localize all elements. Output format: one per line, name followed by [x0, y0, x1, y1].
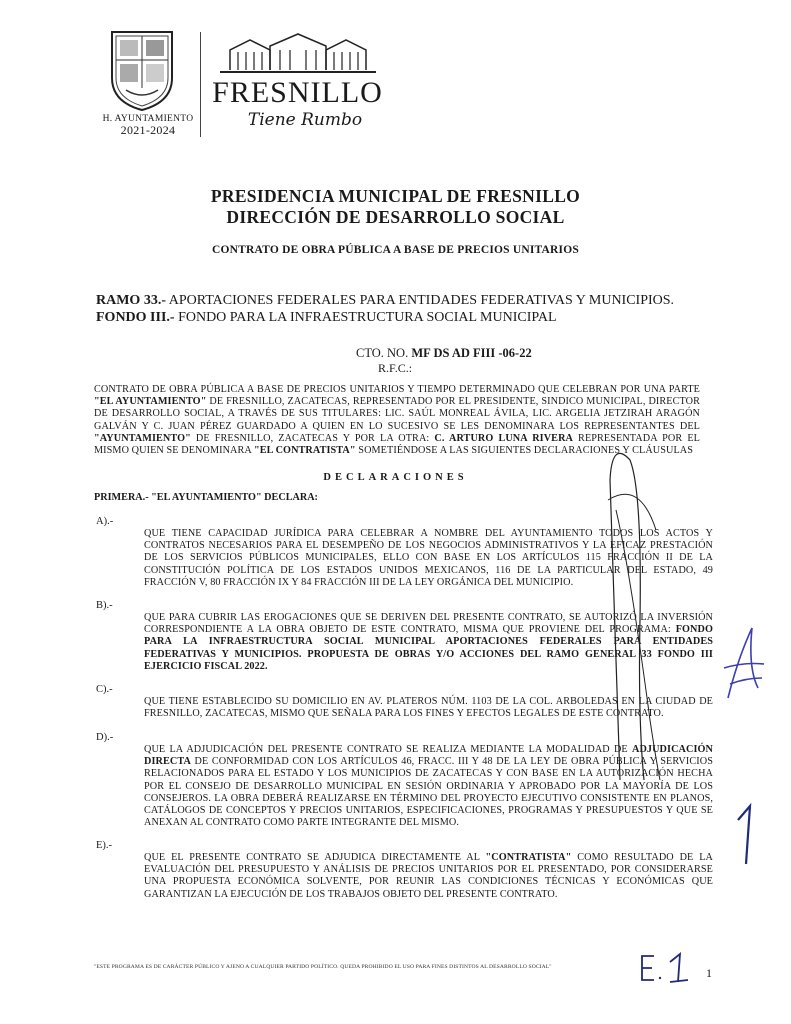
clause-b-letter: B).- — [96, 600, 113, 611]
fondo-text: FONDO PARA LA INFRAESTRUCTURA SOCIAL MUNICIPAL — [174, 310, 557, 325]
ramo-label: RAMO 33.- — [96, 293, 166, 308]
fresnillo-logo — [210, 28, 385, 138]
declarations-heading: DECLARACIONES — [323, 472, 468, 483]
handwritten-annotation-e1 — [638, 950, 698, 986]
rfc-label: R.F.C.: — [378, 361, 413, 375]
seal-caption-years: 2021-2024 — [120, 123, 176, 137]
seal-caption-line1: H. AYUNTAMIENTO — [102, 114, 194, 124]
contract-number-value: MF DS AD FIII -06-22 — [411, 346, 532, 360]
intro-bold-4: "EL CONTRATISTA" — [253, 445, 356, 457]
fondo-label: FONDO III.- — [96, 310, 175, 325]
intro-text-3: DE FRESNILLO, ZACATECAS Y POR LA OTRA: — [190, 432, 435, 444]
clause-c-text: QUE TIENE ESTABLECIDO SU DOMICILIO EN AV. PLATEROS NÚM. 1103 DE LA COL. ARBOLEDAS EN LA CIUDAD DE FRESNILLO, ZACATECAS, MISMO QUE SEÑALA PARA LOS FINES Y EFECTOS LEGALES DE ESTE CONTRATO. — [144, 696, 713, 720]
page-number: 1 — [706, 966, 712, 980]
title-presidencia: PRESIDENCIA MUNICIPAL DE FRESNILLO — [210, 186, 581, 206]
clause-d-letter: D).- — [96, 732, 114, 743]
clause-b-bold: FONDO PARA LA INFRAESTRUCTURA SOCIAL MUNICIPAL APORTACIONES FEDERALES PARA ENTIDADES FEDERATIVAS Y MUNICIPIOS. PROPUESTA DE OBRAS Y/O ACCIONES DEL RAMO GENERAL 33 FONDO III EJERCICIO FISCAL 2022. — [144, 624, 713, 672]
handwritten-initials-blue — [718, 618, 768, 708]
footer-disclaimer: "ESTE PROGRAMA ES DE CARÁCTER PÚBLICO Y AJENO A CUALQUIER PARTIDO POLÍTICO. QUEDA PROHIBIDO EL USO PARA FINES DISTINTOS AL DESARROLLO SOCIAL" — [94, 964, 552, 970]
intro-text-2: DE FRESNILLO, ZACATECAS, REPRESENTADO POR EL PRESIDENTE, SINDICO MUNICIPAL, DIRECTOR DE DESARROLLO SOCIAL, A TRAVÉS DE SUS TITULARES: LIC. SAÚL MONREAL ÁVILA, LIC. ARGELIA JETZIRAH ARAGÓN GALVÁN Y C. JUAN PÉREZ GUARDADO A QUIEN EN LO SUCESIVO SE LES DENOMINARA LOS REPRESENTANTES DEL — [94, 396, 700, 432]
contract-number-label: CTO. NO. — [356, 346, 412, 360]
intro-text-5: SOMETIÉNDOSE A LAS SIGUIENTES DECLARACIONES Y CLÁUSULAS — [355, 445, 694, 457]
clause-c-letter: C).- — [96, 684, 113, 695]
clause-e-bold: "CONTRATISTA" — [485, 852, 572, 863]
fondo-line — [96, 309, 716, 326]
clause-a-text: QUE TIENE CAPACIDAD JURÍDICA PARA CELEBRAR A NOMBRE DEL AYUNTAMIENTO TODOS LOS ACTOS Y CONTRATOS NECESARIOS PARA EL DESEMPEÑO DE LOS NEGOCIOS ADMINISTRATIVOS Y LA EFICAZ PRESTACIÓN DE LOS SERVICIOS PÚBLICOS MUNICIPALES, ELLO CON BASE EN LOS ARTÍCULOS 115 FRACCIÓN II DE LA CONSTITUCIÓN POLÍTICA DE LOS ESTADOS UNIDOS MEXICANOS, 116 DE LA PARTICULAR DEL ESTADO, 49 FRACCIÓN V, 80 FRACCIÓN IX Y 84 FRACCIÓN III DE LA LEY ORGÁNICA DEL MUNICIPIO. — [144, 528, 713, 588]
logo-tagline: Tiene Rumbo — [247, 110, 363, 130]
municipal-seal-icon — [106, 28, 178, 112]
ramo-text: APORTACIONES FEDERALES PARA ENTIDADES FEDERATIVAS Y MUNICIPIOS. — [166, 293, 675, 308]
clause-d-bold: ADJUDICACIÓN DIRECTA — [144, 744, 713, 768]
logo-wordmark: FRESNILLO — [212, 76, 383, 109]
handwritten-signature-main — [580, 420, 700, 790]
clause-e-text — [144, 852, 713, 901]
building-skyline-icon — [210, 28, 385, 78]
ramo-line — [96, 292, 716, 309]
handwritten-mark-blue — [730, 800, 760, 870]
clause-d-text-1: QUE LA ADJUDICACIÓN DEL PRESENTE CONTRATO SE REALIZA MEDIANTE LA MODALIDAD DE — [144, 744, 632, 755]
clause-a-letter: A).- — [96, 516, 114, 527]
clause-e-text-2: COMO RESULTADO DE LA EVALUACIÓN DEL PRESUPUESTO Y ANÁLISIS DE PRECIOS UNITARIOS POR EL PRESENTADO, POR CONSIDERARSE UNA PROPUESTA ECONÓMICA SOLVENTE, POR REUNIR LAS CONDICIONES TÉCNICAS Y ECONÓMICAS QUE GARANTIZAN LA EJECUCIÓN DE LOS TRABAJOS OBJETO DEL PRESENTE CONTRATO. — [144, 852, 713, 900]
title-direccion: DIRECCIÓN DE DESARROLLO SOCIAL — [226, 207, 565, 227]
contract-number — [356, 346, 532, 361]
intro-bold-1: "EL AYUNTAMIENTO" — [94, 396, 207, 408]
seal-caption — [100, 114, 196, 136]
ramo-block — [96, 292, 716, 326]
intro-text-4: REPRESENTADA POR EL MISMO QUIEN SE DENOMINARA — [94, 432, 700, 457]
intro-text-1: CONTRATO DE OBRA PÚBLICA A BASE DE PRECIOS UNITARIOS Y TIEMPO DETERMINADO QUE CELEBRAN POR UNA PARTE — [94, 384, 700, 395]
clause-e-letter: E).- — [96, 840, 113, 851]
clause-b-text-1: QUE PARA CUBRIR LAS EROGACIONES QUE SE DERIVEN DEL PRESENTE CONTRATO, SE AUTORIZÓ LA INVERSIÓN CORRESPONDIENTE A LA OBRA OBJETO DE ESTE CONTRATO, MISMA QUE PROVIENE DEL PROGRAMA: — [144, 612, 713, 636]
letterhead — [100, 28, 400, 143]
intro-bold-2: "AYUNTAMIENTO" — [94, 432, 191, 444]
clause-d-text-2: DE CONFORMIDAD CON LOS ARTÍCULOS 46, FRACC. III Y 48 DE LA LEY DE OBRA PÚBLICA Y SERVICIOS RELACIONADOS PARA EL ESTADO Y LOS MUNICIPIOS DE ZACATECAS Y CON BASE EN LA AUTORIZACIÓN HECHA POR EL CONSEJO DE DESARROLLO MUNICIPAL EN SESIÓN ORDINARIA Y APROBADO POR LA MAYORÍA DE LOS CONSEJEROS. LA OBRA DEBERÁ REALIZARSE EN TÉRMINO DEL PROYECTO EJECUTIVO CONSISTENTE EN PLANOS, CATÁLOGOS DE CONCEPTOS Y PRECIOS UNITARIOS, ESPECIFICACIONES, PROGRAMAS Y PRESUPUESTOS Y QUE SE ANEXAN AL CONTRATO COMO PARTE INTEGRANTE DEL MISMO. — [144, 756, 713, 829]
contract-title: CONTRATO DE OBRA PÚBLICA A BASE DE PRECIOS UNITARIOS — [212, 244, 579, 256]
primera-heading: PRIMERA.- "EL AYUNTAMIENTO" DECLARA: — [94, 492, 318, 503]
intro-bold-3: C. ARTURO LUNA RIVERA — [434, 432, 573, 444]
header-divider — [200, 32, 201, 137]
document-titles — [0, 186, 791, 228]
clause-e-text-1: QUE EL PRESENTE CONTRATO SE ADJUDICA DIRECTAMENTE AL — [144, 852, 486, 863]
